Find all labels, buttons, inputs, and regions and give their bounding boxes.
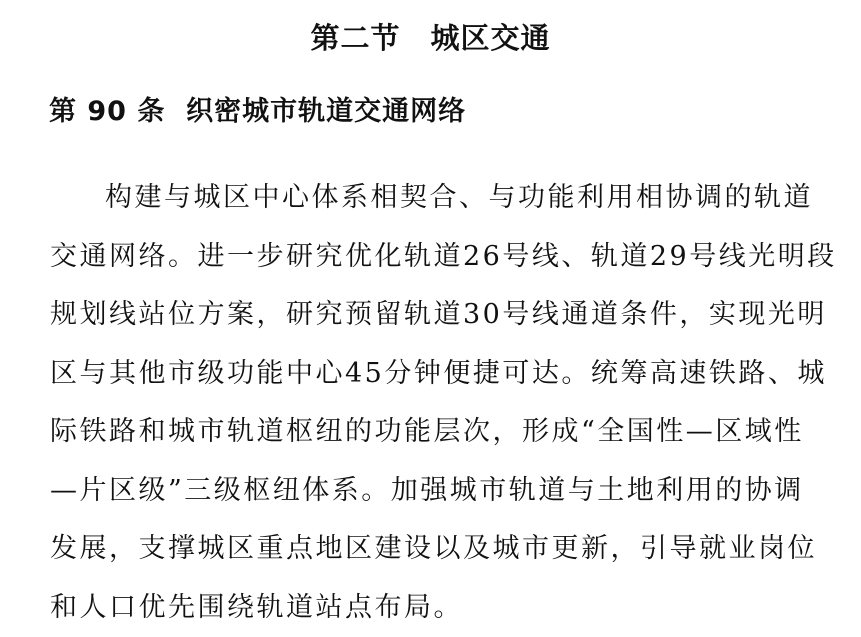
body-line: 区与其他市级功能中心45分钟便捷可达。统筹高速铁路、城 (50, 345, 850, 404)
section-title: 第二节 城区交通 (0, 18, 861, 58)
body-line: 发展，支撑城区重点地区建设以及城市更新，引导就业岗位 (50, 520, 850, 579)
body-line: —片区级”三级枢纽体系。加强城市轨道与土地利用的协调 (50, 462, 850, 521)
body-line: 际铁路和城市轨道枢纽的功能层次，形成“全国性—区域性 (50, 403, 850, 462)
body-line: 交通网络。进一步研究优化轨道26号线、轨道29号线光明段 (50, 228, 850, 287)
article-title: 第 90 条 织密城市轨道交通网络 (49, 92, 466, 132)
body-line: 和人口优先围绕轨道站点布局。 (50, 579, 850, 637)
article-body (50, 169, 850, 637)
body-line: 规划线站位方案，研究预留轨道30号线通道条件，实现光明 (50, 286, 850, 345)
body-line: 构建与城区中心体系相契合、与功能利用相协调的轨道 (50, 169, 850, 228)
